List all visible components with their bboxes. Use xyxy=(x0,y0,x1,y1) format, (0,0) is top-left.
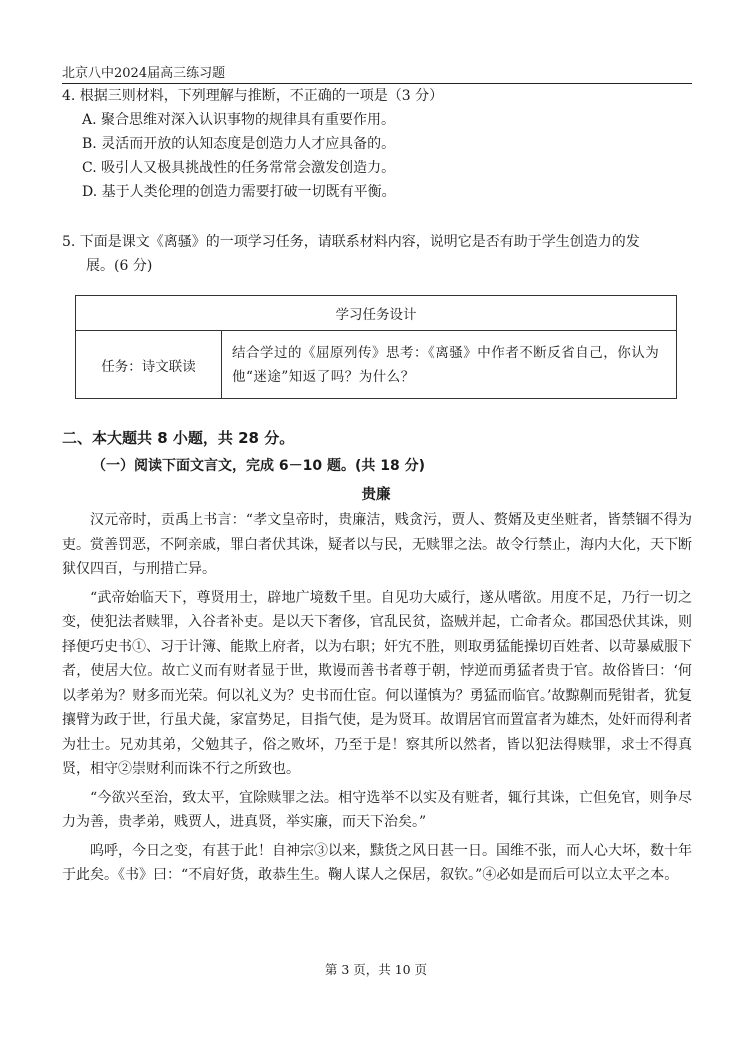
task-table-left-cell: 任务：诗文联读 xyxy=(76,331,222,399)
passage-title: 贵廉 xyxy=(361,487,391,503)
passage-body xyxy=(62,508,692,888)
q5-line-1: 5. 下面是课文《离骚》的一项学习任务，请联系材料内容，说明它是否有助于学生创造力的发 xyxy=(62,234,640,250)
task-table-header: 学习任务设计 xyxy=(76,296,677,331)
task-table xyxy=(75,295,677,399)
q4-option-a: A. 聚合思维对深入认识事物的规律具有重要作用。 xyxy=(82,112,396,128)
question-4 xyxy=(62,84,702,204)
passage-paragraph: 汉元帝时，贡禹上书言：“孝文皇帝时，贵廉洁，贱贪污，贾人、赘婿及吏坐赃者，皆禁锢不得为吏。赏善罚恶，不阿亲戚，罪白者伏其诛，疑者以与民，无赎罪之法。故令行禁止，海内大化，天下断狱仅四百，与刑措亡异。 xyxy=(62,512,692,577)
q4-stem: 4. 根据三则材料，下列理解与推断，不正确的一项是（3 分） xyxy=(62,88,444,104)
q4-option-b: B. 灵活而开放的认知态度是创造力人才应具备的。 xyxy=(82,136,396,152)
page-footer: 第 3 页，共 10 页 xyxy=(324,962,428,977)
question-5 xyxy=(62,230,702,278)
passage-paragraph: “武帝始临天下，尊贤用士，辟地广境数千里。自见功大威行，遂从嗜欲。用度不足，乃行一切之变，使犯法者赎罪，入谷者补吏。是以天下奢侈，官乱民贫，盗贼并起，亡命者众。郡国恐伏其诛，则择便巧史书①、习于计簿、能欺上府者，以为右职；奸宄不胜，则取勇猛能操切百姓者、以苛暴威服下者，使居大位。故亡义而有财者显于世，欺谩而善书者尊于朝，悖逆而勇猛者贵于官。故俗皆曰：‘何以孝弟为？财多而光荣。何以礼义为？史书而仕宦。何以谨慎为？勇猛而临官。’故黥劓而髡钳者，犹复攘臂为政于世，行虽犬彘，家富势足，目指气使，是为贤耳。故谓居官而置富者为雄杰，处奸而得利者为壮士。兄劝其弟，父勉其子，俗之败坏，乃至于是！察其所以然者，皆以犯法得赎罪，求士不得真贤，相守②崇财利而诛不行之所致也。 xyxy=(62,589,692,777)
passage-paragraph: “今欲兴至治，致太平，宜除赎罪之法。相守选举不以实及有赃者，辄行其诛，亡但免官，则争尽力为善，贵孝弟，贱贾人，进真贤，举实廉，而天下治矣。” xyxy=(62,789,692,830)
q4-option-c: C. 吸引人又极具挑战性的任务常常会激发创造力。 xyxy=(82,160,396,176)
subsection-heading: （一）阅读下面文言文，完成 6－10 题。(共 18 分) xyxy=(92,458,425,474)
section-heading: 二、本大题共 8 小题，共 28 分。 xyxy=(62,429,295,447)
q5-line-2: 展。(6 分) xyxy=(86,258,153,274)
page-header: 北京八中2024届高三练习题 xyxy=(62,62,692,84)
q4-option-d: D. 基于人类伦理的创造力需要打破一切既有平衡。 xyxy=(82,184,396,200)
task-table-right-cell: 结合学过的《屈原列传》思考：《离骚》中作者不断反省自己，你认为他“迷途”知返了吗？为什么？ xyxy=(222,331,677,399)
passage-paragraph: 呜呼，今日之变，有甚于此！自神宗③以来，黩货之风日甚一日。国维不张，而人心大坏，数十年于此矣。《书》曰：“不肩好货，敢恭生生。鞠人谋人之保居，叙钦。”④必如是而后可以立太平之本。 xyxy=(62,842,692,883)
